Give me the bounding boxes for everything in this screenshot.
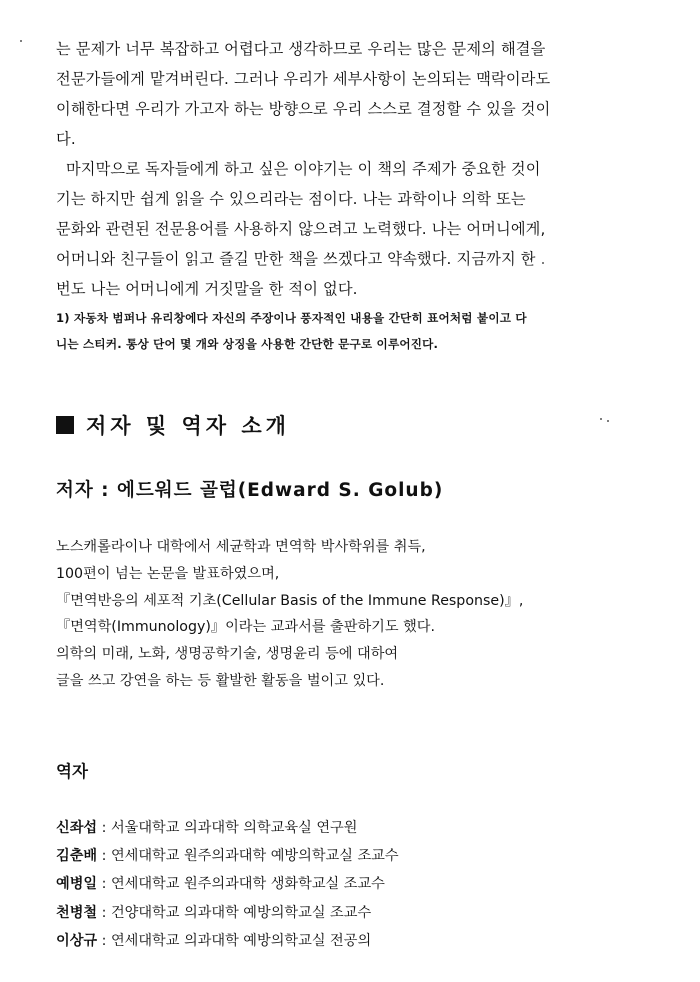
translator-name: 예병일: [56, 876, 98, 893]
translator-separator: :: [97, 848, 111, 865]
author-heading: 저자 : 에드워드 골럽(Edward S. Golub): [56, 480, 444, 501]
translator-affiliation: 연세대학교 원주의과대학 생화학교실 조교수: [110, 876, 385, 893]
body-line: 이해한다면 우리가 가고자 하는 방향으로 우리 스스로 결정할 수 있을 것이: [56, 100, 551, 118]
translator-name: 신좌섭: [56, 820, 98, 836]
translator-affiliation: 서울대학교 의과대학 의학교육실 연구원: [110, 820, 358, 836]
author-bio-line: 100편이 넘는 논문을 발표하였으며,: [56, 565, 280, 582]
scan-speck: [600, 418, 602, 420]
translator-entry: [56, 870, 676, 898]
body-line: 문화와 관련된 전문용어를 사용하지 않으려고 노력했다. 나는 어머니에게,: [56, 220, 546, 238]
scan-speck: [20, 40, 22, 42]
body-line: 는 문제가 너무 복잡하고 어렵다고 생각하므로 우리는 많은 문제의 해결을: [56, 40, 546, 58]
translator-name: 김춘배: [56, 848, 98, 865]
translator-name: 이상규: [56, 932, 98, 949]
author-bio-line: 『면역반응의 세포적 기초(Cellular Basis of the Immune Response)』,: [56, 592, 524, 609]
footnote-line: 1) 자동차 범퍼나 유리창에다 자신의 주장이나 풍자적인 내용을 간단히 표어처럼 붙이고 다: [56, 311, 527, 325]
translator-name: 천병철: [56, 904, 98, 921]
translator-separator: :: [97, 932, 111, 949]
body-line: 번도 나는 어머니에게 거짓말을 한 적이 없다.: [56, 280, 358, 298]
author-bio: [56, 534, 676, 695]
body-line: 전문가들에게 맡겨버린다. 그러나 우리가 세부사항이 논의되는 맥락이라도: [56, 70, 551, 88]
section-title: 저자 및 역자 소개: [86, 414, 290, 438]
scan-speck: [607, 420, 609, 422]
translator-entry: [56, 842, 676, 870]
translator-affiliation: 연세대학교 원주의과대학 예방의학교실 조교수: [110, 848, 399, 865]
translator-affiliation: 건양대학교 의과대학 예방의학교실 조교수: [110, 904, 372, 921]
body-line: 기는 하지만 쉽게 읽을 수 있으리라는 점이다. 나는 과학이나 의학 또는: [56, 190, 526, 208]
body-line: 마지막으로 독자들에게 하고 싶은 이야기는 이 책의 주제가 중요한 것이: [56, 160, 541, 178]
body-text: [56, 34, 676, 304]
translator-entry: [56, 927, 676, 955]
author-bio-line: 『면역학(Immunology)』이라는 교과서를 출판하기도 했다.: [56, 619, 435, 636]
translators-list: [56, 814, 676, 955]
translator-separator: :: [97, 904, 111, 921]
translator-separator: :: [97, 876, 111, 893]
footnote: [56, 305, 676, 357]
section-heading: [56, 410, 290, 440]
footnote-line: 니는 스티커. 통상 단어 몇 개와 상징을 사용한 간단한 문구로 이루어진다.: [56, 337, 439, 351]
author-bio-line: 노스캐롤라이나 대학에서 세균학과 면역학 박사학위를 취득,: [56, 539, 426, 555]
translator-entry: [56, 814, 676, 842]
translator-separator: :: [97, 820, 111, 836]
author-bio-line: 의학의 미래, 노화, 생명공학기술, 생명윤리 등에 대하여: [56, 646, 399, 663]
body-line: 다.: [56, 130, 76, 148]
black-square-icon: [56, 416, 74, 434]
body-line: 어머니와 친구들이 읽고 즐길 만한 책을 쓰겠다고 약속했다. 지금까지 한: [56, 250, 536, 268]
translator-affiliation: 연세대학교 의과대학 예방의학교실 전공의: [110, 932, 372, 949]
translator-entry: [56, 899, 676, 927]
author-bio-line: 글을 쓰고 강연을 하는 등 활발한 활동을 벌이고 있다.: [56, 672, 385, 689]
translators-heading: 역자: [56, 762, 88, 781]
